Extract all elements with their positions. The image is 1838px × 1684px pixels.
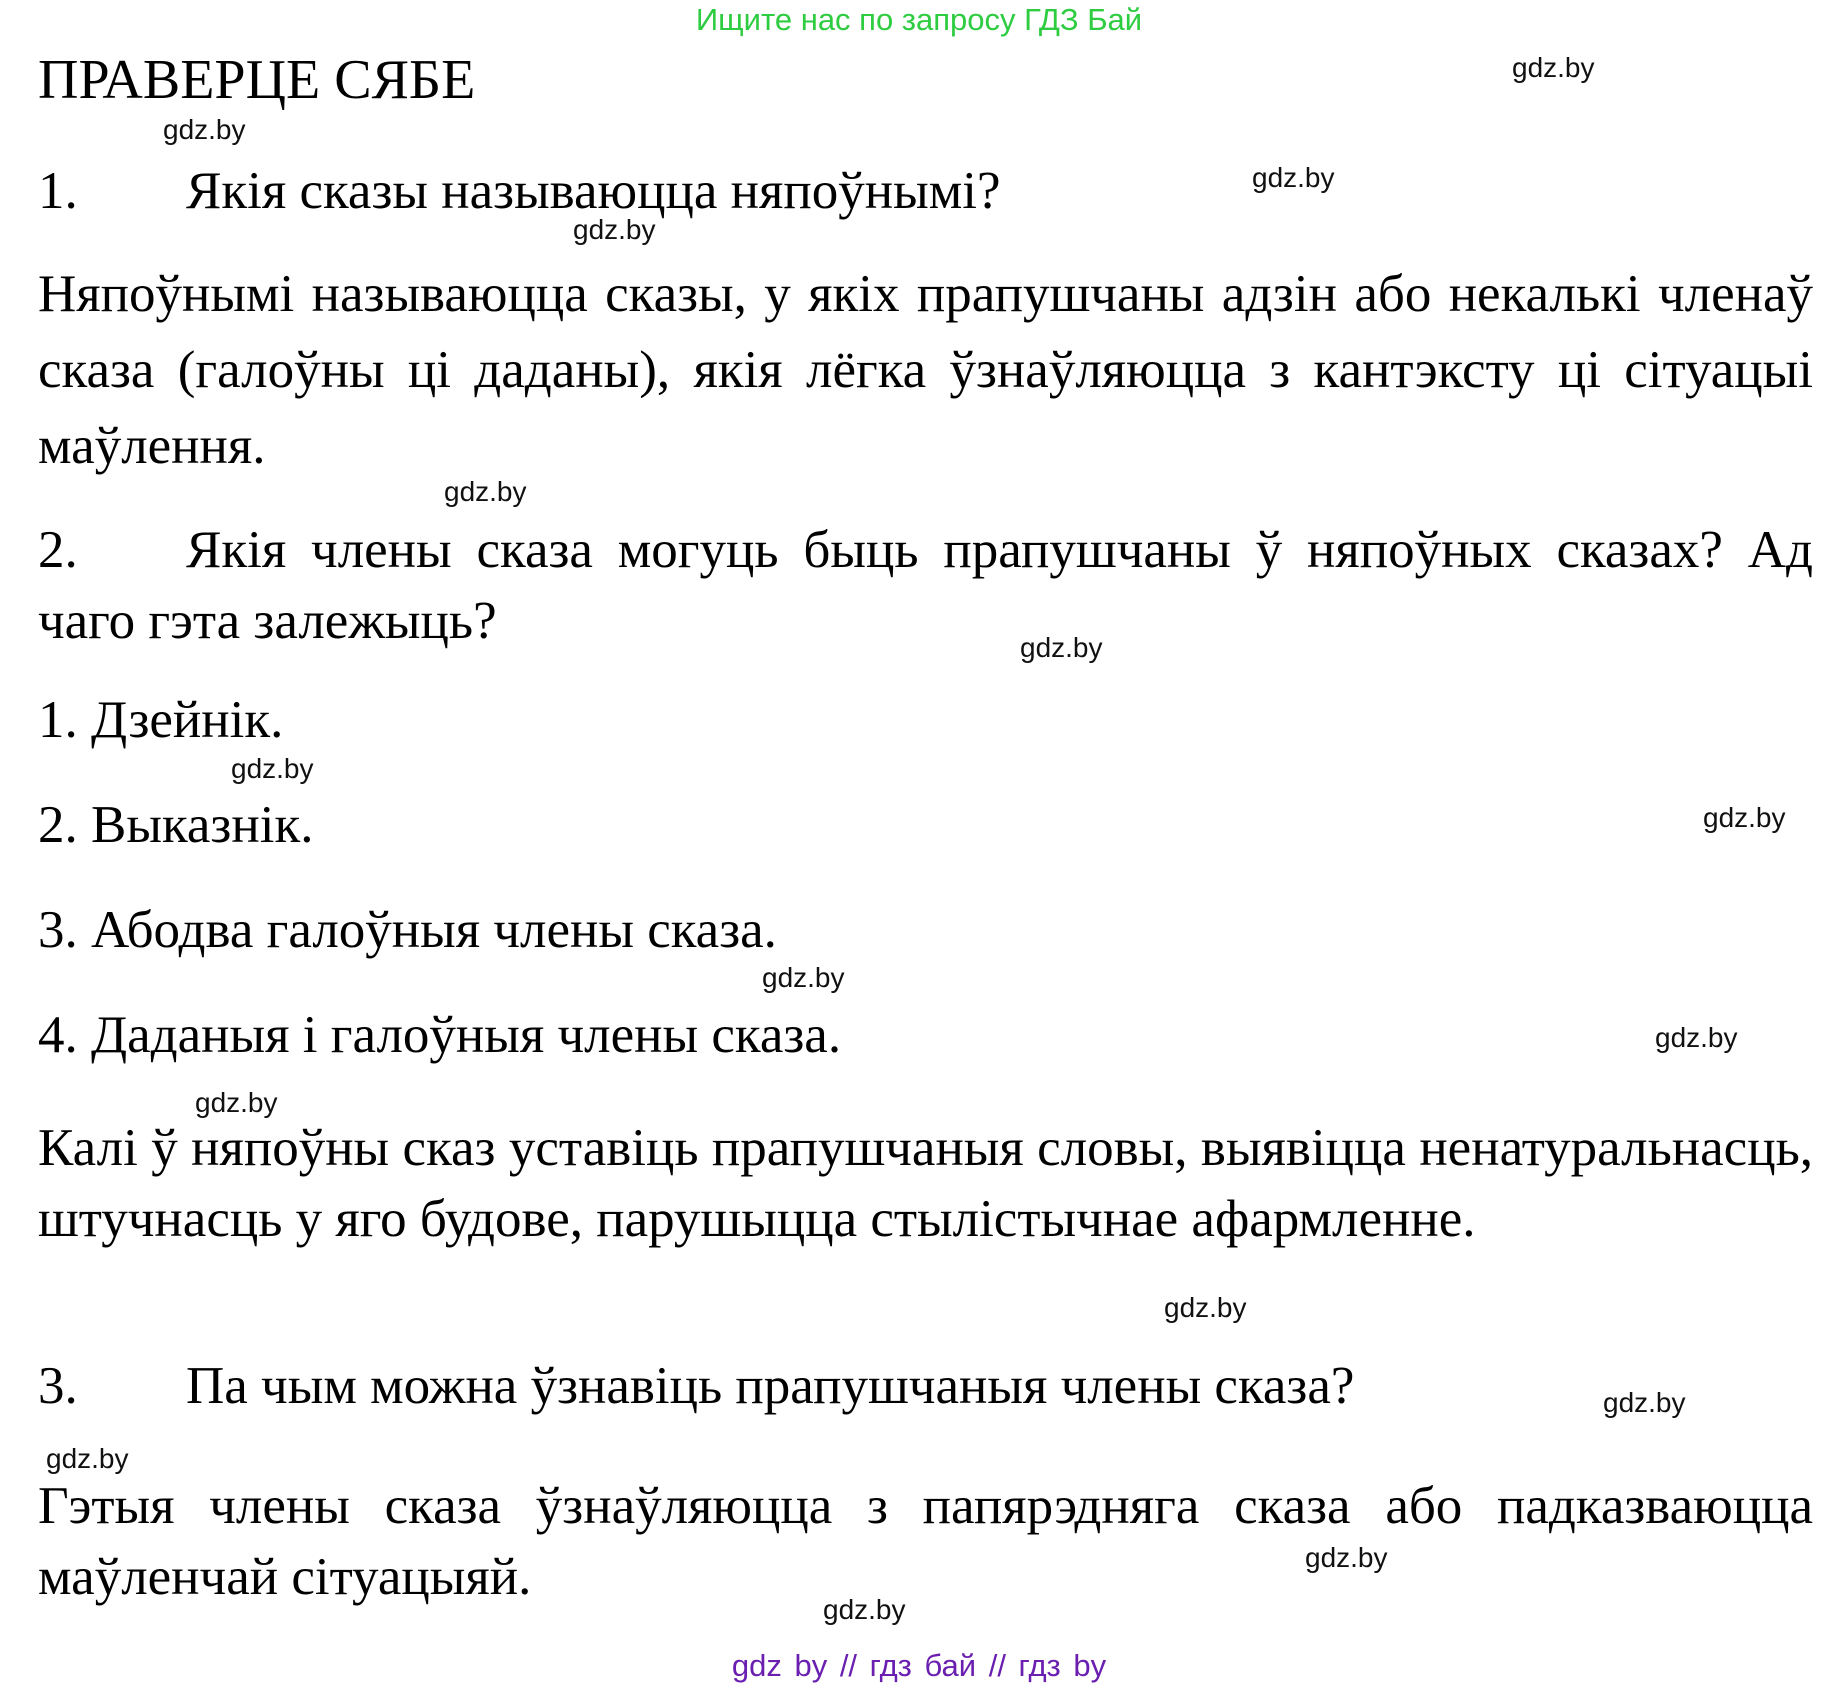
list-item: 2. Выказнік. [38,796,314,854]
answer-3: Гэтыя члены сказа ўзнаўляюцца з папярэдняга сказа або падказваюцца маўленчай сітуацыяй. [38,1477,1813,1606]
question-3 [38,1355,1354,1417]
footer: gdz by // гдз бай // гдз by [731,1648,1107,1683]
watermark: gdz.by [1703,802,1786,833]
question-number: 1. [38,162,78,220]
list-item: 4. Даданыя і галоўныя члены сказа. [38,1006,842,1064]
watermark: gdz.by [1252,162,1335,193]
watermark: gdz.by [1164,1292,1247,1323]
question-text: Якія сказы называюцца няпоўнымі? [186,162,1001,220]
watermark: gdz.by [444,476,527,507]
question-text: Па чым можна ўзнавіць прапушчаныя члены сказа? [186,1357,1355,1415]
watermark: gdz.by [46,1443,129,1474]
page-title: ПРАВЕРЦЕ СЯБЕ [38,49,476,111]
answer-1: Няпоўнымі называюцца сказы, у якіх прапушчаны адзін або некалькі членаў сказа (галоўны ці даданы), якія лёгка ўзнаўляюцца з кантэксту ці сітуацыі маўлення. [38,265,1813,475]
watermark: gdz.by [1603,1387,1686,1418]
list-item: 1. Дзейнік. [38,691,284,749]
watermark: gdz.by [1020,632,1103,663]
watermark: gdz.by [573,214,656,245]
list-item: 3. Абодва галоўныя члены сказа. [38,901,777,959]
watermark: gdz.by [1305,1542,1388,1573]
question-number: 2. [38,521,78,579]
watermark: gdz.by [231,753,314,784]
answer-2: Калі ў няпоўны сказ уставіць прапушчаныя словы, выявіцца ненатуральнасць, штучнасць у яго будове, парушыцца стылістычнае афармленне. [38,1119,1813,1248]
watermark: gdz.by [823,1594,906,1625]
watermark: gdz.by [163,114,246,145]
watermark: gdz.by [195,1087,278,1118]
watermark: gdz.by [1512,52,1595,83]
watermark: gdz.by [762,962,845,993]
top-banner: Ищите нас по запросу ГДЗ Бай [695,2,1143,37]
watermark: gdz.by [1655,1022,1738,1053]
question-1 [38,160,1001,222]
question-text: Якія члены сказа могуць быць прапушчаны ў няпоўных сказах? Ад чаго гэта залежыць? [38,521,1813,650]
question-number: 3. [38,1357,78,1415]
question-2 [38,515,1813,657]
